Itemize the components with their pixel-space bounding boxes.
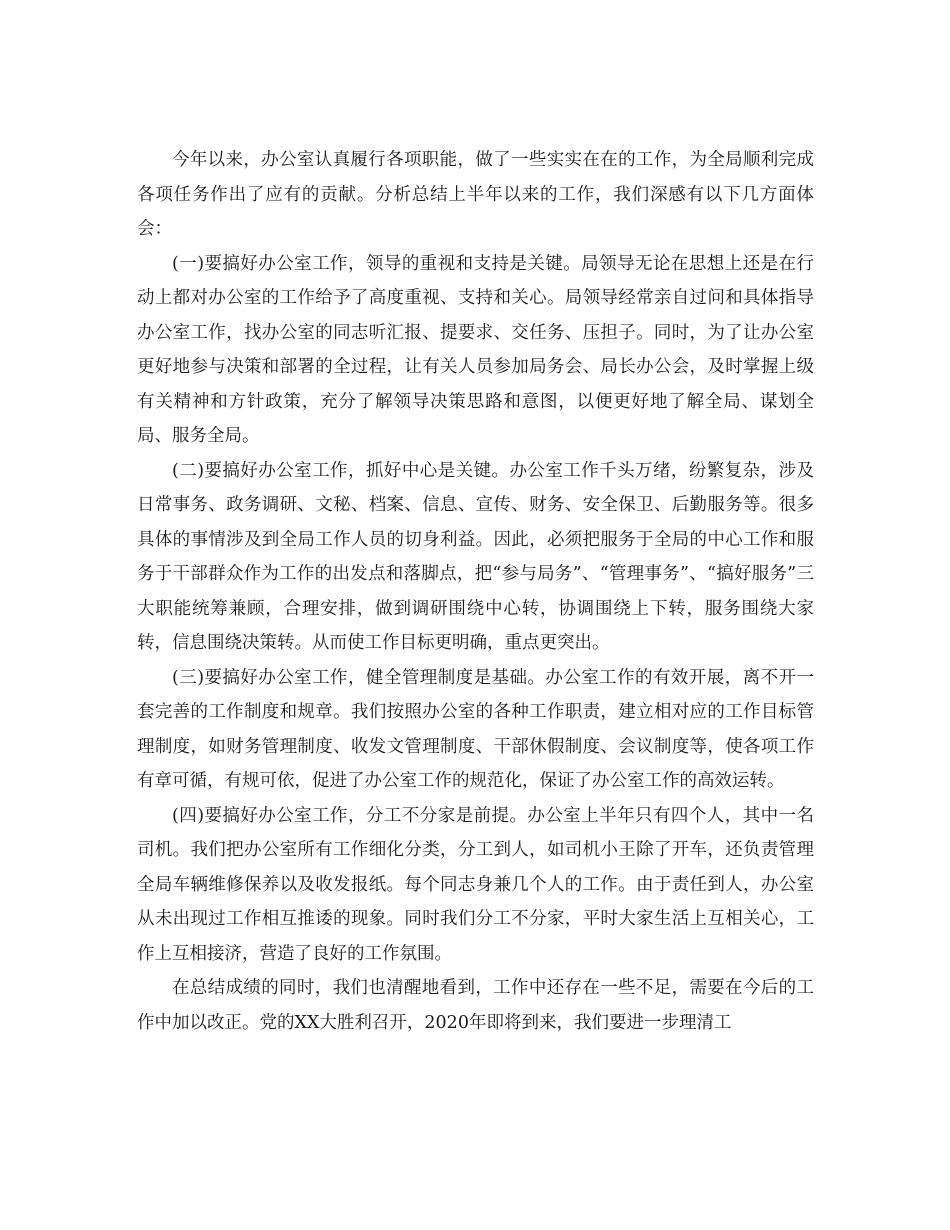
paragraph-intro: 今年以来，办公室认真履行各项职能，做了一些实实在在的工作，为全局顺利完成各项任务作出了应有的贡献。分析总结上半年以来的工作，我们深感有以下几方面体会： — [137, 150, 814, 239]
paragraph-point-2: (二)要搞好办公室工作，抓好中心是关键。办公室工作千头万绪，纷繁复杂，涉及日常事务、政务调研、文秘、档案、信息、宣传、财务、安全保卫、后勤服务等。很多具体的事情涉及到全局工作人员的切身利益。因此，必须把服务于全局的中心工作和服务于干部群众作为工作的出发点和落脚点，把“参与局务”、“管理事务”、“搞好服务”三大职能统筹兼顾，合理安排，做到调研围绕中心转，协调围绕上下转，服务围绕大家转，信息围绕决策转。从而使工作目标更明确，重点更突出。 — [137, 460, 814, 653]
paragraph-shortcomings: 在总结成绩的同时，我们也清醒地看到，工作中还存在一些不足，需要在今后的工作中加以改正。党的XX大胜利召开，2020年即将到来，我们要进一步理清工 — [137, 978, 814, 1033]
paragraph-point-1: (一)要搞好办公室工作，领导的重视和支持是关键。局领导无论在思想上还是在行动上都对办公室的工作给予了高度重视、支持和关心。局领导经常亲自过问和具体指导办公室工作，找办公室的同志听汇报、提要求、交任务、压担子。同时，为了让办公室更好地参与决策和部署的全过程，让有关人员参加局务会、局长办公会，及时掌握上级有关精神和方针政策，充分了解领导决策思路和意图，以便更好地了解全局、谋划全局、服务全局。 — [137, 253, 814, 446]
paragraph-point-3: (三)要搞好办公室工作，健全管理制度是基础。办公室工作的有效开展，离不开一套完善的工作制度和规章。我们按照办公室的各种工作职责，建立相对应的工作目标管理制度，如财务管理制度、收发文管理制度、干部休假制度、会议制度等，使各项工作有章可循，有规可依，促进了办公室工作的规范化，保证了办公室工作的高效运转。 — [137, 667, 814, 791]
document-body — [137, 143, 814, 1040]
paragraph-point-4: (四)要搞好办公室工作，分工不分家是前提。办公室上半年只有四个人，其中一名司机。我们把办公室所有工作细化分类，分工到人，如司机小王除了开车，还负责管理全局车辆维修保养以及收发报纸。每个同志身兼几个人的工作。由于责任到人，办公室从未出现过工作相互推诿的现象。同时我们分工不分家，平时大家生活上互相关心，工作上互相接济，营造了良好的工作氛围。 — [137, 805, 814, 964]
